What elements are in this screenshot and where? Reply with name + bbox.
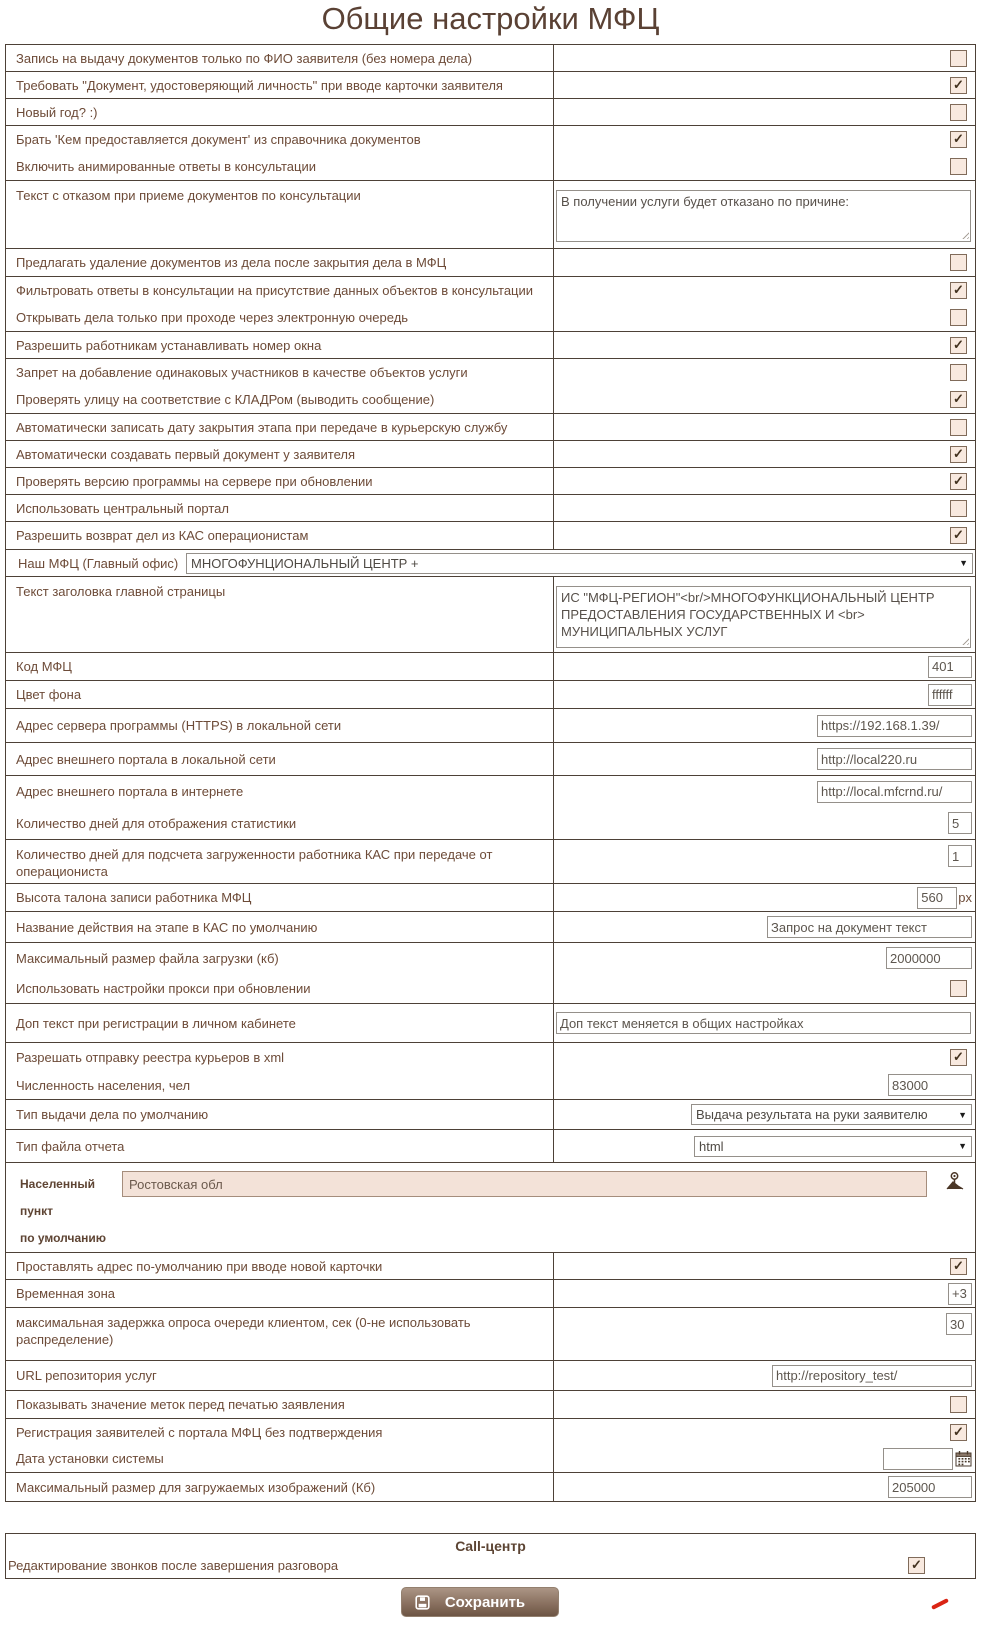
settings-row [6, 912, 975, 943]
map-pin-icon[interactable] [943, 1169, 967, 1193]
textarea-input[interactable] [556, 586, 971, 648]
label-cell [6, 181, 554, 248]
label-cell [6, 577, 554, 652]
check-icon: ✓ [953, 1257, 964, 1273]
settings-row [6, 1554, 975, 1574]
setting-sub-row [554, 776, 972, 808]
setting-label: Количество дней для подсчета загруженности работника КАС при передаче от операциониста [16, 847, 493, 879]
checkbox[interactable] [950, 282, 967, 299]
settings-row [6, 277, 975, 332]
label-cell [6, 743, 554, 775]
label-cell [6, 1419, 554, 1472]
control-cell [554, 743, 975, 775]
checkbox[interactable] [950, 1424, 967, 1441]
settings-row [6, 776, 975, 840]
settings-row [6, 681, 975, 709]
text-input[interactable] [917, 887, 957, 909]
settings-row [6, 441, 975, 468]
control-cell [554, 943, 975, 1003]
settings-row [6, 249, 975, 277]
settings-row [6, 1280, 975, 1308]
label-cell [6, 681, 554, 708]
label-cell [6, 1100, 554, 1129]
select-value: МНОГОФУНЦИОНАЛЬНЫЙ ЦЕНТР + [191, 555, 419, 571]
setting-sub-row [16, 359, 553, 386]
calendar-icon[interactable] [955, 1450, 972, 1467]
control-cell [554, 1308, 975, 1360]
check-icon: ✓ [953, 282, 964, 297]
checkbox[interactable] [950, 980, 967, 997]
save-button[interactable] [401, 1587, 559, 1617]
control-cell [554, 1473, 975, 1501]
setting-label: Высота талона записи работника МФЦ [16, 890, 252, 905]
setting-label: Редактирование звонков после завершения разговора [8, 1558, 339, 1573]
check-icon: ✓ [953, 1423, 964, 1439]
settings-row [6, 72, 975, 99]
setting-label: Разрешить работникам устанавливать номер окна [16, 337, 322, 353]
checkbox[interactable] [950, 1049, 967, 1066]
settings-row [6, 45, 975, 72]
text-input[interactable] [767, 916, 972, 938]
label-cell [6, 709, 554, 742]
settings-row [6, 577, 975, 653]
settings-row [6, 840, 975, 884]
control-cell [554, 681, 975, 708]
setting-sub-row [554, 1071, 972, 1099]
label-cell [6, 332, 554, 358]
check-icon: ✓ [953, 472, 964, 488]
checkbox[interactable] [950, 131, 967, 148]
setting-sub-row [16, 808, 553, 840]
setting-sub-row [16, 1043, 553, 1071]
chevron-down-icon: ▼ [958, 1141, 967, 1151]
setting-label: Максимальный размер файла загрузки (кб) [16, 950, 279, 966]
settings-row [6, 1043, 975, 1100]
setting-sub-row [16, 277, 553, 304]
setting-label: Брать 'Кем предоставляется документ' из справочника документов [16, 132, 421, 147]
setting-label: Предлагать удаление документов из дела после закрытия дела в МФЦ [16, 255, 447, 270]
text-input[interactable] [772, 1365, 972, 1387]
input-suffix-label: px [958, 890, 972, 905]
checkbox[interactable] [950, 50, 967, 67]
control-cell [554, 840, 975, 883]
select[interactable] [691, 1104, 972, 1125]
control-cell [554, 522, 975, 549]
control-cell [554, 249, 975, 276]
settings-row [6, 884, 975, 912]
control-cell [554, 468, 975, 494]
settings-row [6, 943, 975, 1004]
label-cell [6, 653, 554, 680]
settings-row [6, 1473, 975, 1502]
setting-label: Дата установки системы [16, 1451, 164, 1467]
checkbox[interactable] [908, 1557, 925, 1574]
checkbox[interactable] [950, 77, 967, 94]
setting-sub-row [554, 943, 972, 973]
settings-row [6, 1419, 975, 1473]
setting-label: Адрес внешнего портала в интернете [16, 784, 244, 800]
setting-sub-row [554, 386, 972, 413]
checkbox[interactable] [950, 473, 967, 490]
text-input[interactable] [817, 781, 972, 803]
settings-row [6, 1308, 975, 1361]
red-pen-mark [931, 1598, 949, 1610]
checkbox[interactable] [950, 1396, 967, 1413]
setting-label: Показывать значение меток перед печатью заявления [16, 1397, 345, 1412]
label-cell [6, 840, 554, 883]
settings-row [6, 332, 975, 359]
settings-row [6, 1253, 975, 1280]
control-cell [554, 1280, 975, 1307]
label-cell [6, 1308, 554, 1360]
checkbox[interactable] [950, 364, 967, 381]
control-cell [554, 181, 975, 248]
setting-label: Текст заголовка главной страницы [16, 584, 226, 599]
setting-label: Регистрация заявителей с портала МФЦ без подтверждения [16, 1424, 383, 1440]
settings-row [6, 99, 975, 126]
settings-row [6, 1361, 975, 1391]
control-cell [554, 709, 975, 742]
control-cell [554, 1361, 975, 1390]
settings-row [6, 1004, 975, 1043]
setting-sub-row [554, 126, 972, 153]
control-cell [554, 99, 975, 125]
settings-row [6, 126, 975, 181]
setting-label: Текст с отказом при приеме документов по консультации [16, 188, 361, 203]
setting-label: Автоматически создавать первый документ у заявителя [16, 446, 356, 462]
setting-label: Запись на выдачу документов только по ФИО заявителя (без номера дела) [16, 50, 473, 66]
control-cell [554, 653, 975, 680]
settings-row [6, 1100, 975, 1130]
control-cell [554, 126, 975, 180]
setting-label: Включить анимированные ответы в консультации [16, 159, 316, 174]
checkbox[interactable] [950, 446, 967, 463]
label-cell [6, 249, 554, 276]
settings-row [6, 495, 975, 522]
control-cell [554, 495, 975, 521]
checkbox[interactable] [950, 337, 967, 354]
control-cell [554, 332, 975, 358]
setting-label: Разрешать отправку реестра курьеров в xml [16, 1049, 285, 1065]
textarea-input[interactable] [556, 190, 971, 242]
label-cell [6, 99, 554, 125]
checkbox[interactable] [950, 527, 967, 544]
setting-label: Использовать центральный портал [16, 500, 229, 516]
label-cell [6, 1253, 554, 1279]
control-cell [554, 45, 975, 71]
label-cell [6, 776, 554, 839]
label-cell [6, 359, 554, 413]
checkbox[interactable] [950, 254, 967, 271]
settings-row [6, 359, 975, 414]
setting-label: Наш МФЦ (Главный офис) [18, 555, 179, 571]
checkbox[interactable] [950, 1258, 967, 1275]
setting-label-line: Населенный пункт [20, 1177, 95, 1218]
settings-row [6, 1163, 975, 1253]
label-cell [6, 441, 554, 467]
text-input[interactable] [817, 748, 972, 770]
setting-sub-row [554, 304, 972, 331]
label-cell [6, 1004, 554, 1042]
text-input[interactable] [886, 947, 972, 969]
control-cell [554, 414, 975, 440]
text-input[interactable] [928, 656, 972, 678]
check-icon: ✓ [953, 1048, 964, 1064]
text-input[interactable] [928, 684, 972, 706]
setting-label: Название действия на этапе в КАС по умолчанию [16, 919, 318, 935]
label-cell [6, 45, 554, 71]
setting-sub-row [16, 943, 553, 973]
check-icon: ✓ [953, 527, 964, 542]
check-icon: ✓ [953, 336, 964, 352]
setting-sub-row [554, 277, 972, 304]
label-cell [6, 1130, 554, 1162]
control-cell [554, 441, 975, 467]
control-cell [554, 72, 975, 98]
setting-label [6, 1163, 122, 1252]
label-cell [6, 522, 554, 549]
control-cell [554, 577, 975, 652]
settings-row [6, 414, 975, 441]
label-cell [6, 1361, 554, 1390]
label-cell [6, 72, 554, 98]
label-cell [6, 277, 554, 331]
select[interactable] [694, 1136, 972, 1157]
save-icon [415, 1595, 430, 1610]
date-field [883, 1448, 972, 1470]
settings-row [6, 550, 975, 577]
checkbox[interactable] [950, 500, 967, 517]
control-cell [554, 912, 975, 942]
control-cell [554, 1253, 975, 1279]
label-cell [6, 884, 554, 911]
textarea-wrap [556, 190, 971, 242]
setting-sub-row [16, 1446, 553, 1473]
setting-label: Запрет на добавление одинаковых участников в качестве объектов услуги [16, 365, 468, 380]
setting-sub-row [16, 153, 553, 180]
label-cell [6, 912, 554, 942]
text-input[interactable] [948, 812, 972, 834]
control-cell [554, 1391, 975, 1418]
setting-label: Максимальный размер для загружаемых изображений (Кб) [16, 1479, 376, 1495]
control-cell [554, 1419, 975, 1472]
control-cell [554, 1004, 975, 1042]
setting-sub-row [16, 304, 553, 331]
text-input[interactable] [817, 715, 972, 737]
setting-sub-row [16, 973, 553, 1003]
save-area [0, 1587, 981, 1631]
label-cell [6, 1473, 554, 1501]
settings-row [6, 709, 975, 743]
date-input[interactable] [883, 1448, 953, 1470]
setting-label: Проставлять адрес по-умолчанию при вводе новой карточки [16, 1258, 383, 1274]
checkbox[interactable] [950, 419, 967, 436]
checkbox[interactable] [950, 309, 967, 326]
setting-label: Разрешить возврат дел из КАС операционистам [16, 528, 309, 543]
text-input[interactable] [948, 845, 972, 867]
setting-label: URL репозитория услуг [16, 1368, 157, 1383]
input-with-suffix [917, 887, 972, 909]
settings-row [6, 468, 975, 495]
control-cell [554, 1130, 975, 1162]
label-cell [6, 468, 554, 494]
label-cell [6, 126, 554, 180]
setting-sub-row [554, 973, 972, 1003]
setting-label: Количество дней для отображения статистики [16, 815, 297, 831]
setting-label: Адрес сервера программы (HTTPS) в локальной сети [16, 718, 342, 733]
setting-sub-row [554, 1446, 972, 1473]
call-center-section [5, 1533, 976, 1579]
setting-label: Автоматически записать дату закрытия этапа при передаче в курьерскую службу [16, 419, 508, 435]
setting-label: Проверять версию программы на сервере при обновлении [16, 473, 373, 489]
chevron-down-icon: ▼ [959, 558, 968, 568]
setting-sub-row [554, 1043, 972, 1071]
check-icon: ✓ [953, 131, 964, 146]
setting-label: Использовать настройки прокси при обновлении [16, 980, 311, 996]
setting-sub-row [554, 153, 972, 180]
settings-row [6, 743, 975, 776]
setting-sub-row [16, 386, 553, 413]
label-cell [6, 1391, 554, 1418]
setting-sub-row [554, 359, 972, 386]
control-cell [554, 277, 975, 331]
setting-label: Открывать дела только при проходе через электронную очередь [16, 310, 409, 325]
check-icon: ✓ [911, 1557, 922, 1572]
settings-table [5, 44, 976, 1502]
checkbox[interactable] [950, 104, 967, 121]
settings-row [6, 522, 975, 550]
check-icon: ✓ [953, 76, 964, 92]
setting-sub-row [554, 808, 972, 840]
setting-label-line: по умолчанию [20, 1231, 107, 1245]
setting-label: максимальная задержка опроса очереди клиентом, сек (0-не использовать распределение) [16, 1315, 471, 1347]
setting-label: Требовать "Документ, удостоверяющий личность" при вводе карточки заявителя [16, 77, 503, 93]
text-input[interactable] [948, 1283, 972, 1305]
select-value: html [699, 1138, 724, 1154]
control-cell [554, 884, 975, 911]
setting-label: Проверять улицу на соответствие с КЛАДРом (выводить сообщение) [16, 392, 435, 407]
control-cell [554, 1100, 975, 1129]
control-cell [554, 359, 975, 413]
label-cell [6, 414, 554, 440]
setting-sub-row [16, 1419, 553, 1446]
setting-sub-row [16, 126, 553, 153]
control-cell [554, 1043, 975, 1099]
text-input[interactable] [888, 1476, 972, 1498]
setting-sub-row [16, 776, 553, 808]
settings-row [6, 181, 975, 249]
settings-row [6, 653, 975, 681]
select-value: Выдача результата на руки заявителю [696, 1107, 928, 1122]
label-cell [6, 1280, 554, 1307]
checkbox[interactable] [950, 158, 967, 175]
checkbox[interactable] [950, 391, 967, 408]
page-title: Общие настройки МФЦ [321, 1, 660, 36]
control-cell [554, 776, 975, 839]
setting-label: Тип файла отчета [16, 1138, 125, 1154]
setting-label: Адрес внешнего портала в локальной сети [16, 751, 276, 767]
setting-label: Доп текст при регистрации в личном кабинете [16, 1015, 296, 1031]
setting-label: Новый год? :) [16, 104, 98, 120]
settings-row [6, 1391, 975, 1419]
label-cell [6, 495, 554, 521]
chevron-down-icon: ▼ [958, 1109, 967, 1120]
setting-label: Цвет фона [16, 687, 82, 702]
text-input[interactable] [888, 1074, 972, 1096]
setting-sub-row [16, 1071, 553, 1099]
check-icon: ✓ [953, 445, 964, 461]
setting-sub-row [554, 1419, 972, 1446]
save-button-label: Сохранить [444, 1593, 526, 1611]
label-cell [6, 943, 554, 1003]
check-icon: ✓ [953, 391, 964, 406]
label-cell [6, 1043, 554, 1099]
setting-label: Временная зона [16, 1286, 115, 1301]
locality-input[interactable] [122, 1171, 927, 1197]
text-input[interactable] [556, 1012, 971, 1034]
select[interactable] [186, 553, 973, 574]
setting-label: Тип выдачи дела по умолчанию [16, 1107, 209, 1122]
settings-row [6, 1130, 975, 1163]
setting-label: Численность населения, чел [16, 1077, 191, 1093]
text-input[interactable] [946, 1313, 972, 1335]
setting-label: Фильтровать ответы в консультации на присутствие данных объектов в консультации [16, 283, 534, 298]
call-center-section-title: Call-центр [455, 1538, 526, 1554]
textarea-wrap [556, 586, 971, 648]
setting-label: Код МФЦ [16, 659, 72, 674]
